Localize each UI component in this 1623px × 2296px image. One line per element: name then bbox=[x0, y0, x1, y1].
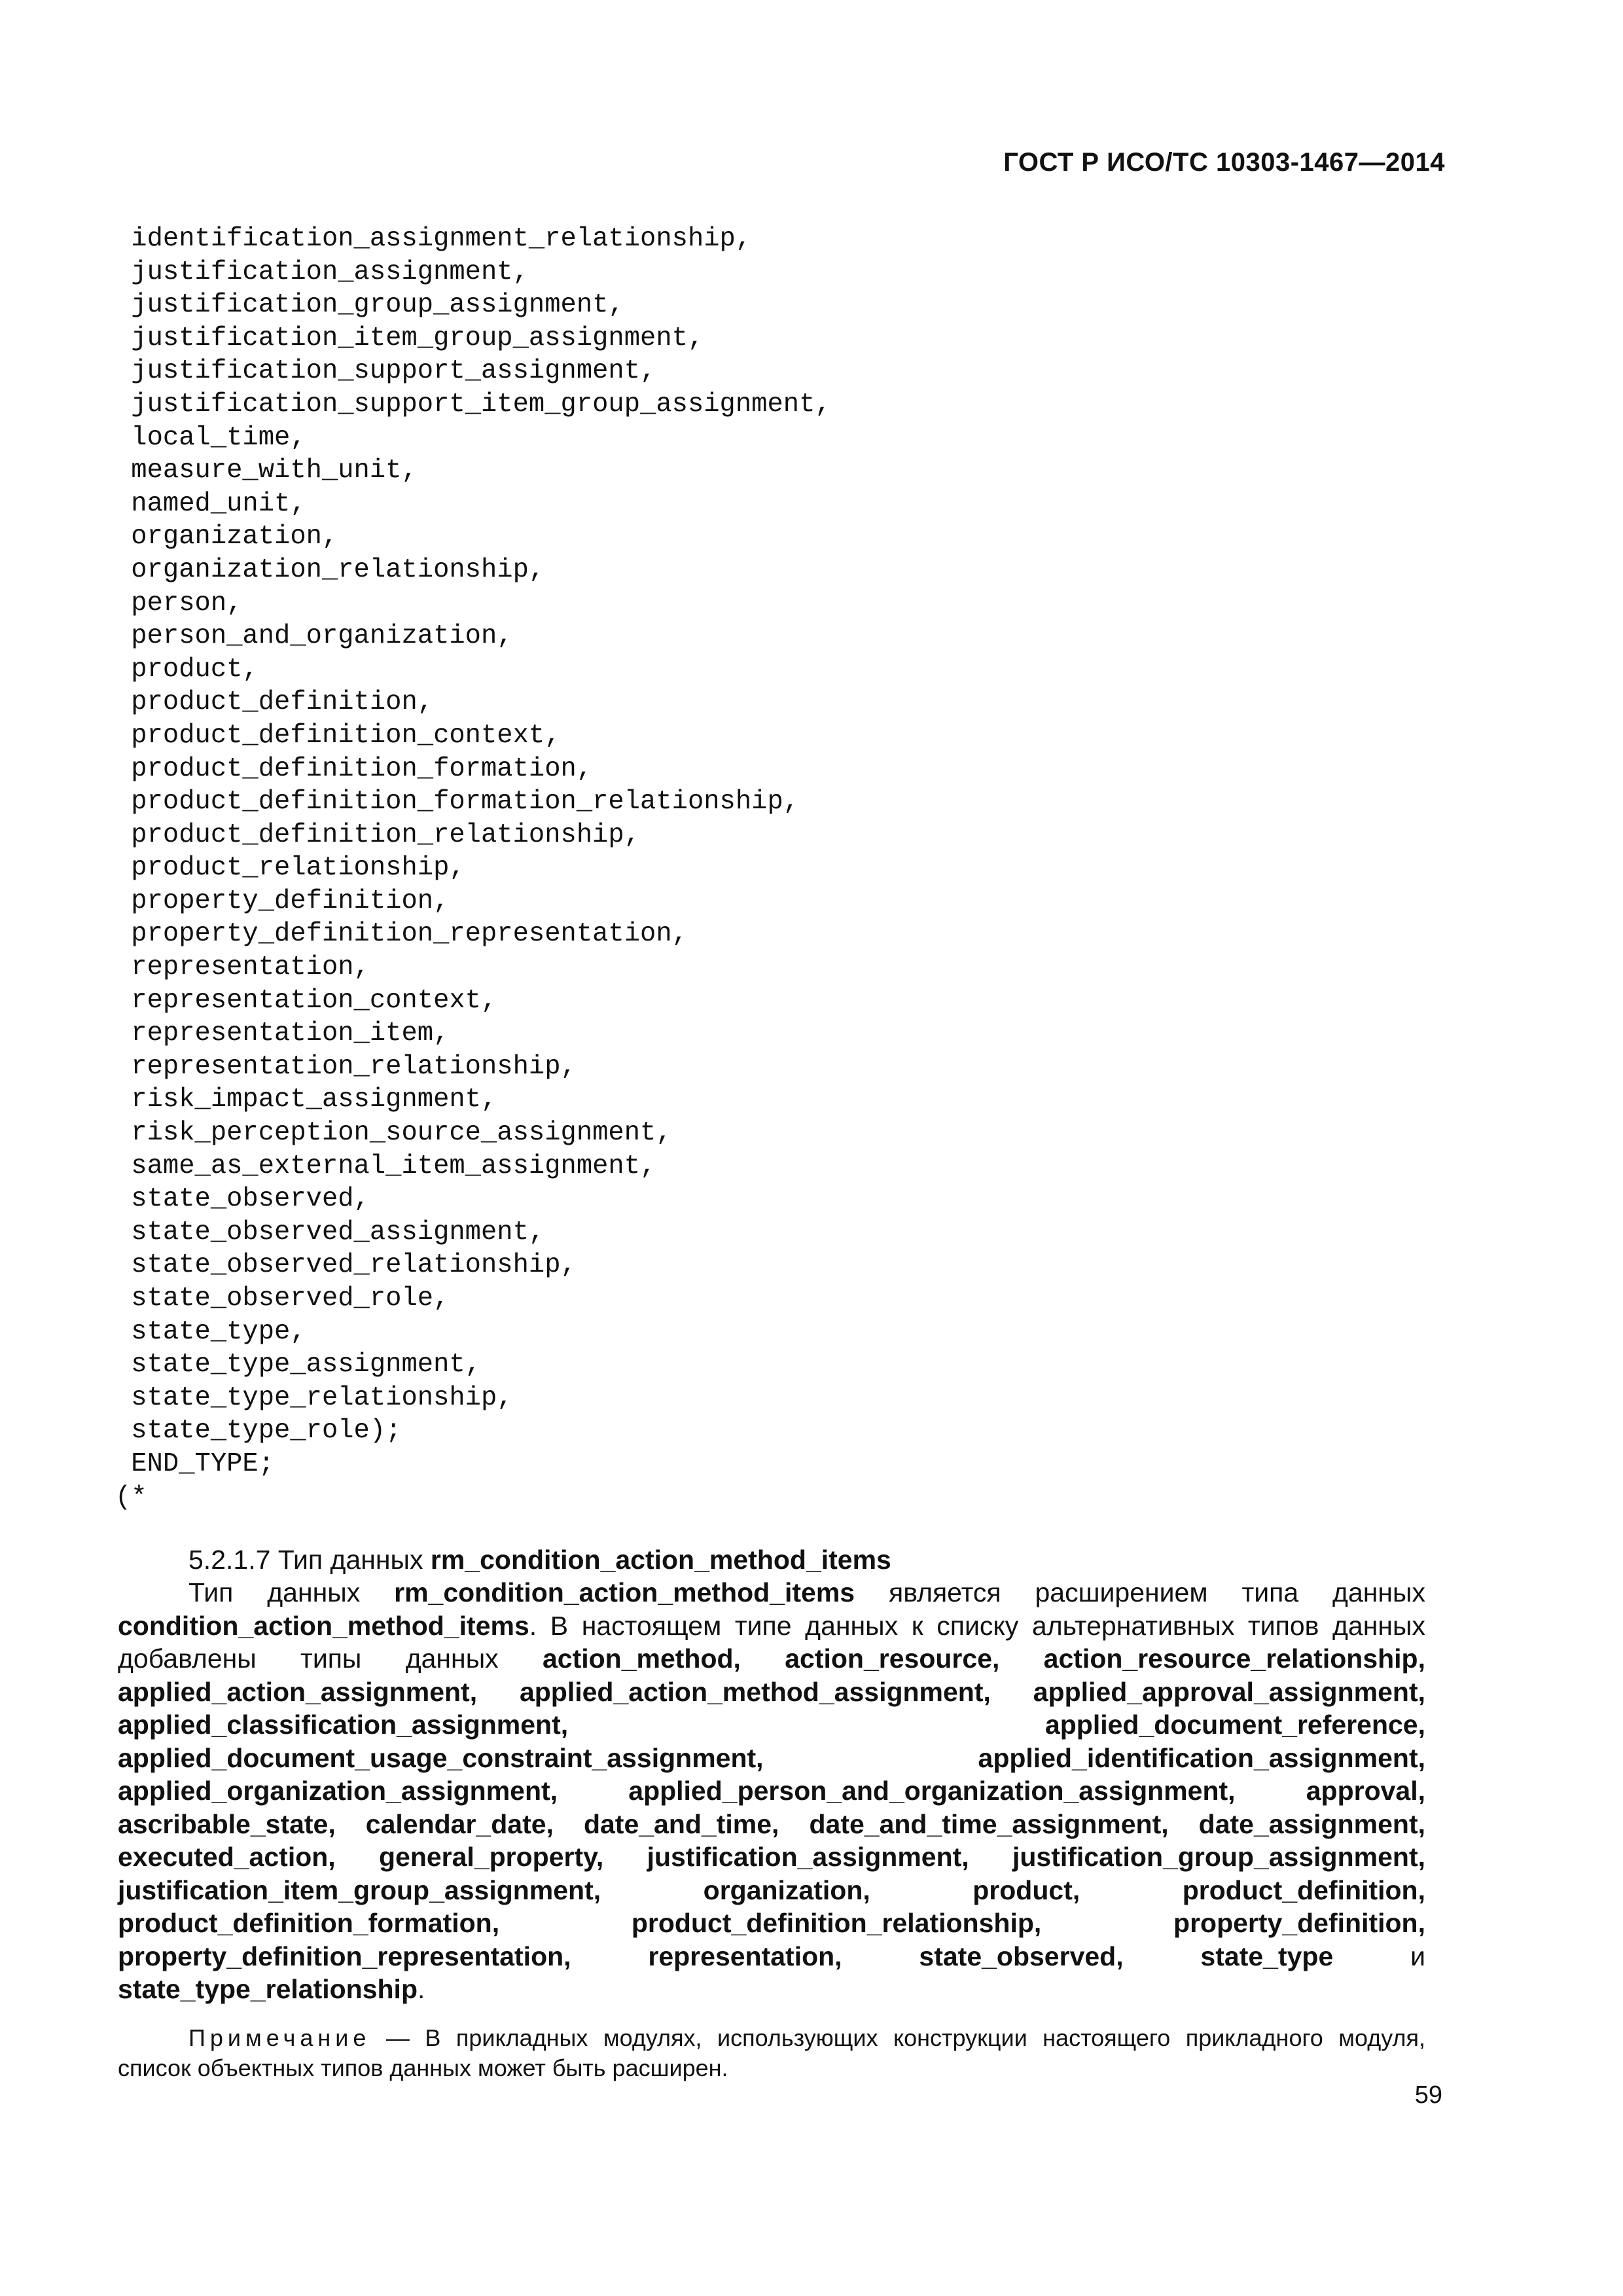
code-line: identification_assignment_relationship, bbox=[115, 224, 752, 254]
page-number: 59 bbox=[1414, 2081, 1442, 2109]
code-line: risk_perception_source_assignment, bbox=[115, 1118, 672, 1149]
code-line: property_definition, bbox=[115, 886, 450, 916]
section-number: 5.2.1.7 Тип данных bbox=[188, 1545, 431, 1575]
code-line: state_type_relationship, bbox=[115, 1382, 513, 1413]
code-line: justification_assignment, bbox=[115, 257, 529, 287]
express-code-listing bbox=[115, 223, 831, 1514]
code-line: person, bbox=[115, 588, 243, 619]
code-line: state_observed_role, bbox=[115, 1283, 450, 1314]
code-line: END_TYPE; bbox=[115, 1448, 275, 1479]
section-type-name: rm_condition_action_method_items bbox=[430, 1545, 891, 1575]
note-text: — В прикладных модулях, использующих конструкции настоящего прикладного модуля, список объектных типов данных может быть расширен. bbox=[118, 2024, 1425, 2081]
para-and: и bbox=[1333, 1941, 1425, 1971]
code-line: product_definition_formation, bbox=[115, 753, 593, 784]
code-line: representation, bbox=[115, 952, 370, 983]
code-line: representation_relationship, bbox=[115, 1051, 577, 1082]
code-line: representation_item, bbox=[115, 1018, 450, 1049]
code-line: measure_with_unit, bbox=[115, 456, 418, 486]
para-last-type: state_type_relationship bbox=[118, 1974, 418, 2004]
note bbox=[118, 2023, 1425, 2083]
para-end: . bbox=[418, 1974, 425, 2004]
section-5-2-1-7 bbox=[118, 1543, 1425, 2083]
code-line: state_type, bbox=[115, 1316, 306, 1347]
code-line: justification_group_assignment, bbox=[115, 290, 624, 321]
code-line: organization, bbox=[115, 522, 338, 552]
para-mid: является расширением типа данных bbox=[855, 1577, 1425, 1607]
code-line: named_unit, bbox=[115, 488, 306, 519]
para-base-type: condition_action_method_items bbox=[118, 1610, 529, 1641]
code-line: risk_impact_assignment, bbox=[115, 1085, 497, 1115]
code-line: state_observed, bbox=[115, 1184, 370, 1215]
code-line: product_definition_formation_relationship, bbox=[115, 787, 800, 817]
code-line: property_definition_representation, bbox=[115, 919, 688, 950]
section-heading bbox=[188, 1543, 1425, 1576]
code-line: person_and_organization, bbox=[115, 621, 513, 652]
code-line: justification_support_assignment, bbox=[115, 356, 656, 387]
code-line: justification_support_item_group_assignment, bbox=[115, 389, 831, 420]
para-type-name: rm_condition_action_method_items bbox=[394, 1577, 855, 1607]
code-line: state_type_assignment, bbox=[115, 1350, 481, 1380]
code-line: same_as_external_item_assignment, bbox=[115, 1151, 656, 1181]
note-label: Примечание bbox=[188, 2024, 371, 2051]
para-intro: Тип данных bbox=[188, 1577, 395, 1607]
code-line: product_definition_context, bbox=[115, 720, 561, 751]
para-added-types: action_method, action_resource, action_resource_relationship, applied_action_assignment, applied_action_method_assignment, applied_approval_assignment, applied_classification_assignment, applied_document_reference, applied_document_usage_constraint_assignment, applied_identification_assignment, applied_organization_assignment, applied_person_and_organization_assignment, approval, ascribable_state, calendar_date, date_and_time, date_and_time_assignment, date_assignment, executed_action, general_property, justification_assignment, justification_group_assignment, justification_item_group_assignment, organization, product, product_definition, product_definition_formation, product_definition_relationship, property_definition, property_definition_representation, representation, state_observed, state_type bbox=[118, 1643, 1425, 1971]
section-paragraph bbox=[118, 1576, 1425, 2006]
code-line: (* bbox=[115, 1482, 147, 1513]
code-line: state_observed_relationship, bbox=[115, 1250, 577, 1281]
code-line: local_time, bbox=[115, 422, 306, 453]
code-line: representation_context, bbox=[115, 985, 497, 1016]
page-header: ГОСТ Р ИСО/ТС 10303-1467—2014 bbox=[1003, 148, 1445, 177]
code-line: justification_item_group_assignment, bbox=[115, 323, 704, 353]
code-line: state_type_role); bbox=[115, 1416, 402, 1446]
code-line: product_definition_relationship, bbox=[115, 819, 641, 850]
para-mid2: . В настоящем типе данных к списку альтернативных типов данных добавлены типы данных bbox=[118, 1610, 1425, 1674]
code-line: product_relationship, bbox=[115, 853, 465, 884]
code-line: product_definition, bbox=[115, 687, 434, 718]
code-line: organization_relationship, bbox=[115, 554, 545, 585]
code-line: state_observed_assignment, bbox=[115, 1217, 545, 1247]
code-line: product, bbox=[115, 654, 259, 685]
